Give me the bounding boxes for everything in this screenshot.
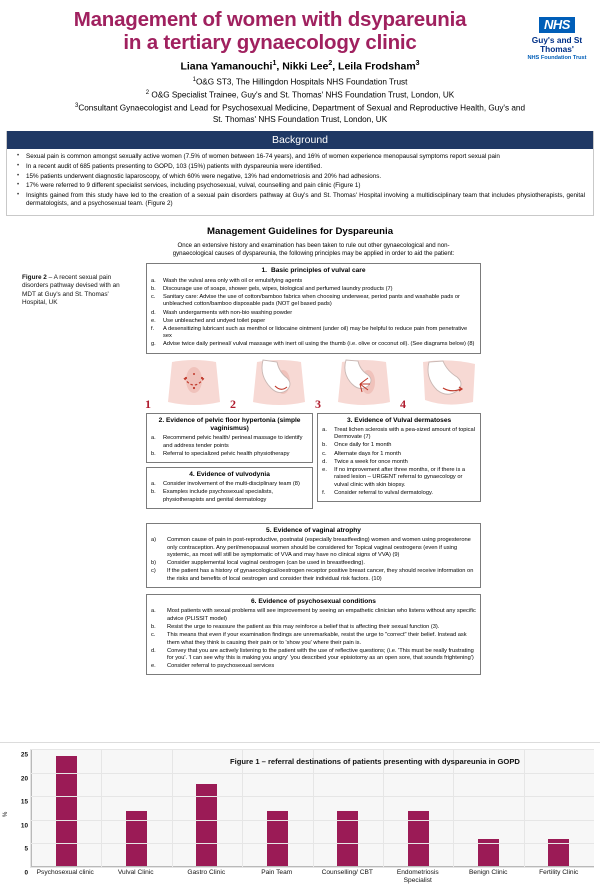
list-item — [321, 451, 477, 459]
title-line-1: Management of women with dsypareunia — [73, 8, 467, 31]
chart-x-label: Counselling/ CBT — [321, 869, 373, 876]
guideline-right-column — [317, 413, 481, 507]
list-item: • Insights gained from this study have led to the creation of a sexual pain disorders pathway at Guy's and St. Thomas' Hospital involving a multidisciplinary team that includes physiotherapists, genital dermatologists, and a psychosexual team. (Figure 2) — [15, 192, 585, 209]
item-text: Examples include psychosexual specialists, physiotherapists and genital dermatology — [163, 489, 274, 503]
item-marker: b. — [322, 442, 327, 449]
item-marker: a. — [151, 608, 156, 615]
nhs-logo — [518, 16, 596, 62]
list-item — [150, 435, 309, 450]
item-marker: g. — [151, 341, 156, 348]
guidelines-intro: Once an extensive history and examination has been taken to rule out other gynaecological and non-gynaecological causes of dyspareunia, the following principles may be applied in order to aid the patient: — [172, 241, 455, 258]
guidelines-area — [0, 242, 600, 676]
item-text: Use unbleached and undyed toilet paper — [163, 317, 266, 324]
list-item — [150, 451, 309, 459]
diagram-3 — [316, 358, 396, 410]
item-marker: b. — [151, 285, 156, 292]
chart-y-tick: 20 — [20, 775, 28, 783]
background-section — [6, 131, 594, 216]
item-text: Consider referral to vulval dermatology. — [334, 489, 433, 496]
item-marker: b) — [151, 560, 157, 567]
author-list — [6, 60, 594, 73]
chart-y-tick: 5 — [24, 845, 28, 853]
list-item — [150, 663, 477, 671]
list-item — [150, 568, 477, 583]
list-item — [150, 481, 309, 489]
item-marker: d. — [322, 458, 327, 465]
item-text: If no improvement after three months, or if there is a raised lesion – URGENT referral to gynaecology or vulval clinic with skin biopsy. — [334, 466, 466, 488]
item-text: Sanitary care: Advise the use of cotton/bamboo fabrics when choosing underwear, period pants and washable pads or unbleached cotton/bamboo disposable pads (NOT gel based pads) — [163, 293, 460, 308]
vulva-diagram-icon — [164, 358, 224, 408]
nhs-badge: NHS — [539, 17, 575, 33]
list-item — [150, 648, 477, 663]
guidelines-column — [146, 242, 481, 676]
item-text: Recommend pelvic health/ perineal massage to identify and address tender points — [163, 434, 303, 449]
item-text: Once daily for 1 month — [334, 442, 392, 449]
guideline-box-3-heading: 3. Evidence of Vulval dermatoses — [346, 416, 452, 424]
author-2: , Nikki Lee — [276, 60, 329, 73]
chart-bar-cell — [172, 749, 242, 867]
perineal-stretch-icon — [334, 358, 394, 408]
item-marker: f. — [322, 489, 326, 496]
guideline-row-2-3 — [146, 413, 481, 513]
list-item — [150, 608, 477, 623]
vulval-massage-diagrams — [146, 358, 481, 410]
chart-gridline-v — [313, 749, 314, 867]
guideline-box-6-heading: 6. Evidence of psychosexual conditions — [251, 597, 376, 605]
list-item — [150, 326, 477, 341]
item-marker: a. — [322, 426, 327, 433]
list-item — [321, 467, 477, 490]
item-text: Treat lichen sclerosis with a pea-sized amount of topical Dermovate (7) — [334, 426, 475, 441]
item-marker: b. — [151, 489, 156, 496]
list-item — [321, 442, 477, 450]
item-marker: b. — [151, 623, 156, 630]
item-text: Consider involvement of the multi-disciplinary team (8) — [163, 480, 300, 487]
chart-x-axis-labels — [30, 869, 594, 885]
guideline-box-5-heading: 5. Evidence of vaginal atrophy — [266, 526, 361, 534]
chart-bar-cell — [242, 749, 312, 867]
item-marker: c) — [151, 568, 156, 575]
guideline-box-6 — [146, 594, 481, 675]
affiliation-3 — [6, 101, 594, 114]
thumb-massage-icon — [249, 358, 309, 408]
chart-inner — [0, 743, 600, 885]
chart-bar-cell — [524, 749, 594, 867]
guideline-box-3 — [317, 413, 481, 503]
diagram-2-number: 2 — [230, 396, 236, 411]
diagram-1-number: 1 — [145, 396, 151, 411]
affiliation-1-sup: 1 — [192, 76, 196, 83]
item-marker: c. — [151, 631, 156, 638]
affiliation-2 — [6, 88, 594, 101]
item-text: Resist the urge to reassure the patient as this may reinforce a belief that is affecting their sexual function (3). — [167, 623, 440, 630]
guideline-box-2 — [146, 413, 313, 463]
chart-plot-area — [30, 749, 594, 868]
chart-x-label: Benign Clinic — [469, 869, 508, 876]
item-marker: a. — [151, 434, 156, 441]
affiliation-2-text: O&G Specialist Trainee, Guy's and St. Thomas' NHS Foundation Trust, London, UK — [149, 90, 455, 100]
chart-gridline-v — [242, 749, 243, 867]
affiliation-3-text: Consultant Gynaecologist and Lead for Psychosexual Medicine, Department of Sexual and Reproductive Health, Guy's and — [78, 103, 526, 113]
guideline-box-4-heading: 4. Evidence of vulvodynia — [189, 470, 270, 478]
item-marker: e. — [151, 317, 156, 324]
item-text: Consider referral to psychosexual services — [167, 663, 275, 670]
list-item: • 17% were referred to 9 different specialist services, including psychosexual, vulval, counselling and pain clinic (Figure 1) — [15, 182, 585, 191]
item-marker: a. — [151, 277, 156, 284]
diagram-2 — [231, 358, 311, 410]
chart-y-axis-line — [31, 749, 32, 867]
diagram-3-number: 3 — [315, 396, 321, 411]
list-item — [150, 318, 477, 326]
chart-y-axis-ticks — [8, 749, 28, 877]
list-item — [321, 459, 477, 467]
item-marker: a) — [151, 536, 157, 543]
chart-y-tick: 15 — [20, 798, 28, 806]
author-3-sup: 3 — [415, 60, 420, 67]
chart-bar-cell — [383, 749, 453, 867]
author-1: Liana Yamanouchi — [180, 60, 273, 73]
item-text: A desensitizing lubricant such as menthol or lidocaine ointment (under oil) may be helpful to reduce pain from penetrative sex — [163, 325, 468, 340]
guideline-box-4 — [146, 467, 313, 509]
figure2-caption — [22, 274, 130, 308]
item-text: Wash undergarments with non-bio washing powder — [163, 309, 293, 316]
chart-x-label: Gastro Clinic — [187, 869, 226, 876]
item-marker: f. — [151, 325, 155, 332]
list-item — [150, 489, 309, 504]
chart-bar-cell — [31, 749, 101, 867]
list-item — [150, 624, 477, 632]
list-item — [150, 278, 477, 286]
item-marker: c. — [322, 450, 327, 457]
diagram-1 — [146, 358, 226, 410]
chart-y-axis-label: % — [3, 811, 9, 817]
background-body — [7, 149, 593, 215]
guideline-box-1-heading — [150, 267, 477, 275]
author-3: , Leila Frodsham — [332, 60, 416, 73]
item-marker: d. — [151, 309, 156, 316]
list-item — [321, 427, 477, 442]
list-item — [150, 310, 477, 318]
chart-gridline-v — [101, 749, 102, 867]
diagram-4-number: 4 — [400, 396, 406, 411]
chart-bar-cell — [453, 749, 523, 867]
guideline-box-2-heading: 2. Evidence of pelvic floor hypertonia (simple vaginismus) — [158, 416, 301, 432]
background-heading: Background — [7, 131, 593, 149]
guideline-box-1-number: 1. — [261, 267, 267, 275]
chart-bar-cell — [313, 749, 383, 867]
chart-title: Figure 1 – referral destinations of patients presenting with dyspareunia in GOPD — [230, 757, 520, 766]
chart-gridline-v — [383, 749, 384, 867]
guideline-box-1 — [146, 263, 481, 353]
item-text: Discourage use of soaps, shower gels, wipes, biological and perfumed laundry products (7) — [163, 285, 393, 292]
chart-gridline-v — [453, 749, 454, 867]
list-item — [150, 537, 477, 560]
hand-massage-icon — [419, 358, 479, 408]
item-text: If the patient has a history of gynaecological/oestrogen receptor positive breast cancer, they should receive information on the risks and benefits of local oestrogen and consider their individual risk factors. (10) — [167, 568, 474, 582]
title-line-2: in a tertiary gynaecology clinic — [123, 31, 417, 54]
chart-bar-cell — [101, 749, 171, 867]
chart-x-label: Pain Team — [261, 869, 293, 876]
list-item — [150, 286, 477, 294]
item-text: Alternate days for 1 month — [334, 450, 401, 457]
affiliation-2-sup: 2 — [145, 89, 150, 96]
list-item: • In a recent audit of 685 patients presenting to GOPD, 103 (15%) patients with dyspareunia were identified. — [15, 163, 585, 172]
poster-header — [0, 0, 600, 125]
item-text: Advise twice daily perineal/ vulval massage with inert oil using the thumb (i.e. olive or coconut oil). (See diagrams below) (8) — [163, 341, 475, 348]
item-text: This means that even if your examination findings are unremarkable, resist the urge to "correct" their belief. Instead ask them what they think is causing their pain or to 'show you' where their pain is. — [167, 631, 467, 646]
figure1-chart — [0, 742, 600, 885]
item-text: Wash the vulval area only with oil or emulsifying agents — [163, 277, 303, 284]
item-marker: e. — [151, 663, 156, 670]
affiliation-3-sup: 3 — [74, 102, 79, 109]
nhs-trust-name: Guy's and St Thomas' — [531, 35, 583, 54]
item-marker: c. — [151, 293, 156, 300]
affiliation-3-cont: St. Thomas' NHS Foundation Trust, London, UK — [212, 114, 388, 124]
item-text: Referral to specialized pelvic health physiotherapy — [163, 450, 290, 457]
list-item — [150, 632, 477, 647]
item-text: Convey that you are actively listening to the patient with the use of reflective questions; (i.e. 'This must be really frustrating for you'. 'I can see why this is making you angry' 'you described your episiotomy as an open sore, that sounds frightening') — [167, 647, 474, 662]
guidelines-title: Management Guidelines for Dyspareunia — [206, 225, 394, 237]
author-2-sup: 2 — [328, 60, 333, 67]
figure2-label: Figure 2 — [22, 273, 47, 281]
item-text: Twice a week for once month — [334, 458, 408, 465]
affiliation-1-text: O&G ST3, The Hillingdon Hospitals NHS Foundation Trust — [195, 77, 408, 87]
item-marker: e. — [322, 466, 327, 473]
chart-y-tick: 10 — [20, 822, 28, 830]
chart-y-tick: 25 — [20, 751, 28, 759]
affiliation-1 — [6, 75, 594, 88]
chart-x-label: Psychosexual clinic — [36, 869, 94, 876]
guideline-left-column — [146, 413, 313, 513]
item-text: Consider supplemental local vaginal oestrogen (can be used in breastfeeding). — [167, 560, 365, 567]
item-text: Most patients with sexual problems will see improvement by seeing an empathetic clinician who listens without any specific advice (PLISSIT model) — [167, 608, 476, 622]
list-item: • 15% patients underwent diagnostic laparoscopy, of which 60% were negative, 13% had endometriosis and 20% had adhesions. — [15, 173, 585, 182]
list-item — [150, 294, 477, 309]
item-marker: a. — [151, 480, 156, 487]
nhs-trust-subtitle: NHS Foundation Trust — [527, 55, 587, 61]
author-1-sup: 1 — [272, 60, 277, 67]
affiliations — [6, 75, 594, 126]
chart-y-tick: 0 — [24, 869, 28, 877]
diagram-4 — [401, 358, 481, 410]
guideline-box-5 — [146, 523, 481, 588]
chart-gridline-v — [172, 749, 173, 867]
item-marker: d. — [151, 647, 156, 654]
list-item: • Sexual pain is common amongst sexually active women (7.5% of women between 16-74 years), and 16% of women experience menopausal symptoms report sexual pain — [15, 153, 585, 162]
guideline-box-1-title: Basic principles of vulval care — [270, 267, 366, 275]
item-text: Common cause of pain in post-reproductive, postnatal (especially breastfeeding) women and women using progesterone only contraception. Any peri/menopausal women should be considered for Topical vaginal oestrogens (even if using systemic, as most will still be symptomatic of VVA and may have no clinical signs of VVA) (9) — [167, 536, 471, 559]
chart-x-label: Vulval Clinic — [117, 869, 154, 876]
list-item — [150, 560, 477, 568]
item-marker: b. — [151, 450, 156, 457]
chart-gridline-v — [524, 749, 525, 867]
list-item — [321, 490, 477, 498]
list-item — [150, 341, 477, 349]
background-bullet-list — [15, 153, 585, 209]
chart-x-label: Endometriosis Specialist — [396, 869, 439, 884]
figure2-text: – A recent sexual pain disorders pathway devised with an MDT at Guy's and St. Thomas' Hospital, UK — [22, 273, 120, 307]
chart-x-label: Fertility Clinic — [539, 869, 579, 876]
page-title — [6, 8, 594, 54]
